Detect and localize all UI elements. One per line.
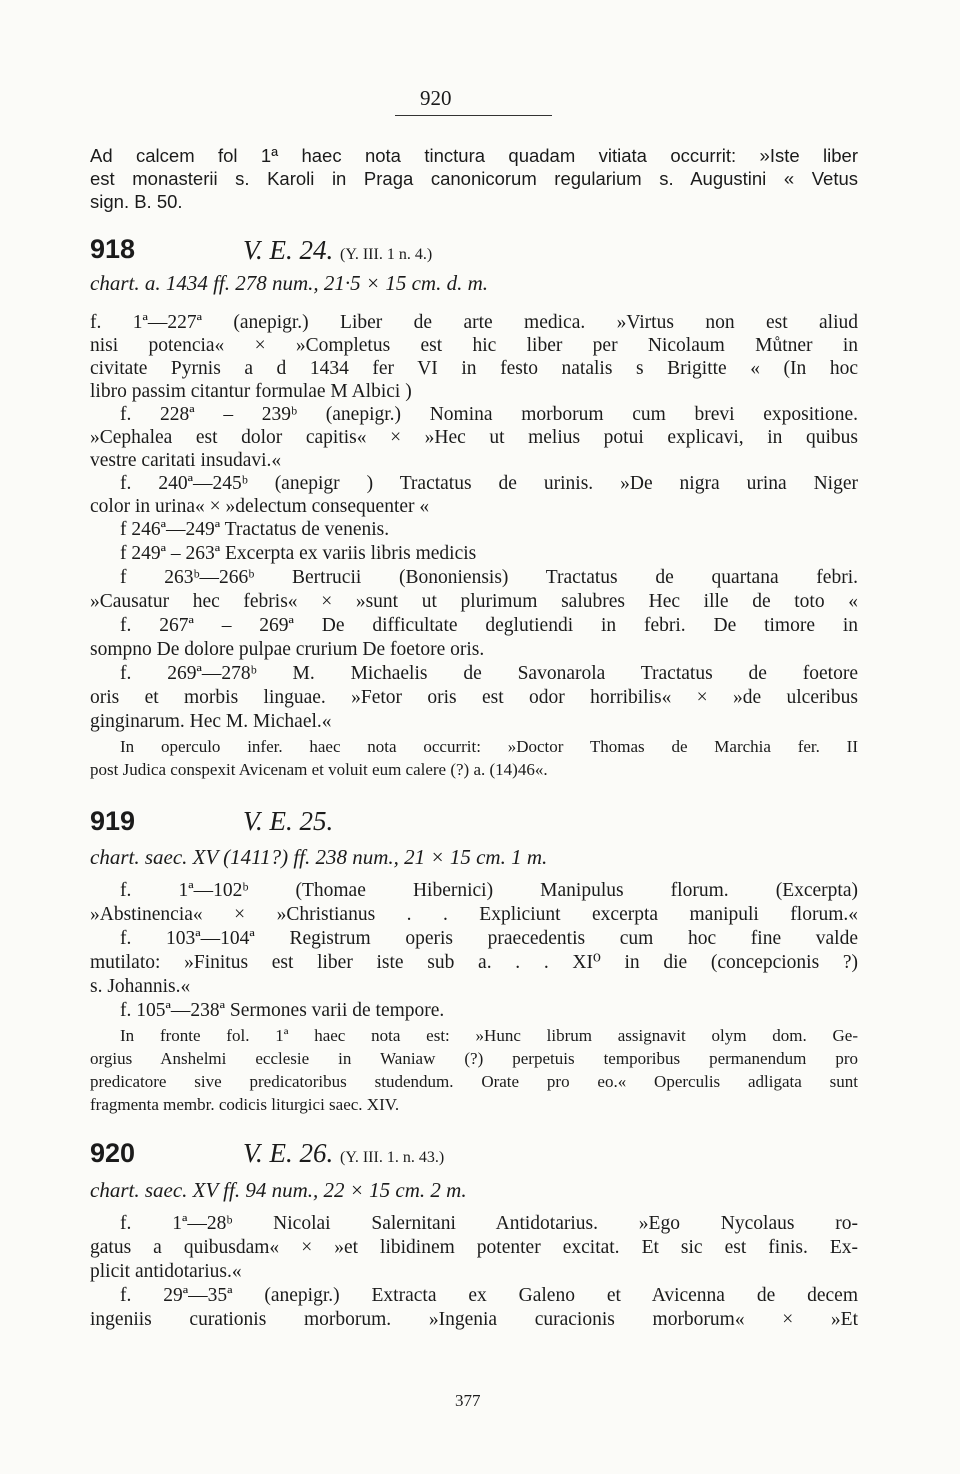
content-line: »Causatur hec febris« × »sunt ut plurimum salubres Hec ille de toto « [90, 591, 858, 612]
shelfmark-alt: (Y. III. 1. n. 43.) [340, 1149, 445, 1166]
shelfmark [243, 1138, 444, 1169]
content-line: mutilato: »Finitus est liber iste sub a. . . XI⁰ in die (concepcionis ?) [90, 952, 858, 973]
content-line: libro passim citantur formulae M Albici ) [90, 381, 412, 402]
content-line: s. Johannis.« [90, 976, 191, 997]
shelfmark-main: V. E. 24. [243, 235, 334, 265]
footer-page-number: 377 [455, 1391, 481, 1410]
note-line: post Judica conspexit Avicenam et voluit eum calere (?) a. (14)46«. [90, 760, 548, 779]
note-line: orgius Anshelmi ecclesie in Waniaw (?) perpetuis temporibus permanendum pro [90, 1049, 858, 1068]
content-line: plicit antidotarius.« [90, 1261, 242, 1282]
content-line: oris et morbis linguae. »Fetor oris est odor horribilis« × »de ulceribus [90, 687, 858, 708]
header-rule [395, 115, 552, 116]
content-line: f. 267ª – 269ª De difficultate deglutiendi in febri. De timore in [120, 615, 858, 636]
shelfmark [243, 806, 333, 837]
note-line: predicatore sive predicatoribus studendum. Orate pro eo.« Operculis adligata sunt [90, 1072, 858, 1091]
entry-number: 920 [90, 1138, 136, 1168]
preamble-line: Ad calcem fol 1ª haec nota tinctura quadam vitiata occurrit: »Iste liber [90, 145, 858, 166]
shelfmark [243, 235, 432, 266]
content-line: gatus a quibusdam« × »et libidinem potenter excitat. Et sic est finis. Ex- [90, 1237, 858, 1258]
preamble-line: est monasterii s. Karoli in Praga canonicorum regularium s. Augustini « Vetus [90, 168, 858, 189]
preamble-line: sign. B. 50. [90, 191, 183, 212]
shelfmark-main: V. E. 26. [243, 1138, 334, 1168]
content-line: vestre caritati insudavi.« [90, 450, 282, 471]
codex-description: chart. saec. XV (1411?) ff. 238 num., 21 × 15 cm. 1 m. [90, 845, 548, 869]
content-line: f. 29ª—35ª (anepigr.) Extracta ex Galeno et Avicenna de decem [120, 1285, 858, 1306]
content-line: »Cephalea est dolor capitis« × »Hec ut melius potui explicavi, in quibus [90, 427, 858, 448]
note-line: fragmenta membr. codicis liturgici saec. XIV. [90, 1095, 400, 1114]
content-line: nisi potencia« × »Completus est hic liber per Nicolaum Můtner in [90, 335, 858, 356]
codex-description: chart. saec. XV ff. 94 num., 22 × 15 cm. 2 m. [90, 1178, 467, 1202]
content-line: f 246ª—249ª Tractatus de venenis. [120, 519, 390, 540]
content-line: color in urina« × »delectum consequenter « [90, 496, 430, 517]
note-line: In fronte fol. 1ª haec nota est: »Hunc librum assignavit olym dom. Ge- [120, 1026, 858, 1045]
content-line: f. 1ª—28ᵇ Nicolai Salernitani Antidotarius. »Ego Nycolaus ro- [120, 1213, 858, 1234]
content-line: ginginarum. Hec M. Michael.« [90, 711, 332, 732]
content-line: f 263ᵇ—266ᵇ Bertrucii (Bononiensis) Tractatus de quartana febri. [120, 567, 858, 588]
content-line: sompno De dolore pulpae crurium De foetore oris. [90, 639, 485, 660]
entry-number: 918 [90, 234, 136, 264]
content-line: f 249ª – 263ª Excerpta ex variis libris medicis [120, 543, 477, 564]
content-line: ingeniis curationis morborum. »Ingenia curacionis morborum« × »Et [90, 1309, 858, 1330]
content-line: f. 228ª – 239ᵇ (anepigr.) Nomina morborum cum brevi expositione. [120, 404, 858, 425]
content-line: f. 240ª—245ᵇ (anepigr ) Tractatus de urinis. »De nigra urina Niger [120, 473, 858, 494]
content-line: civitate Pyrnis a d 1434 fer VI in festo natalis s Brigitte « (In hoc [90, 358, 858, 379]
note-line: In operculo infer. haec nota occurrit: »Doctor Thomas de Marchia fer. II [120, 737, 858, 756]
content-line: f. 105ª—238ª Sermones varii de tempore. [120, 1000, 445, 1021]
page-number: 920 [420, 86, 452, 110]
content-line: f. 269ª—278ᵇ M. Michaelis de Savonarola Tractatus de foetore [120, 663, 858, 684]
shelfmark-alt: (Y. III. 1 n. 4.) [340, 246, 433, 263]
shelfmark-main: V. E. 25. [243, 806, 334, 836]
content-line: f. 1ª—102ᵇ (Thomae Hibernici) Manipulus florum. (Excerpta) [120, 880, 858, 901]
content-line: »Abstinencia« × »Christianus . . Expliciunt excerpta manipuli florum.« [90, 904, 858, 925]
content-line: f. 103ª—104ª Registrum operis praecedentis cum hoc fine valde [120, 928, 858, 949]
codex-description: chart. a. 1434 ff. 278 num., 21·5 × 15 cm. d. m. [90, 271, 488, 295]
entry-number: 919 [90, 806, 136, 836]
content-line: f. 1ª—227ª (anepigr.) Liber de arte medica. »Virtus non est aliud [90, 312, 858, 333]
